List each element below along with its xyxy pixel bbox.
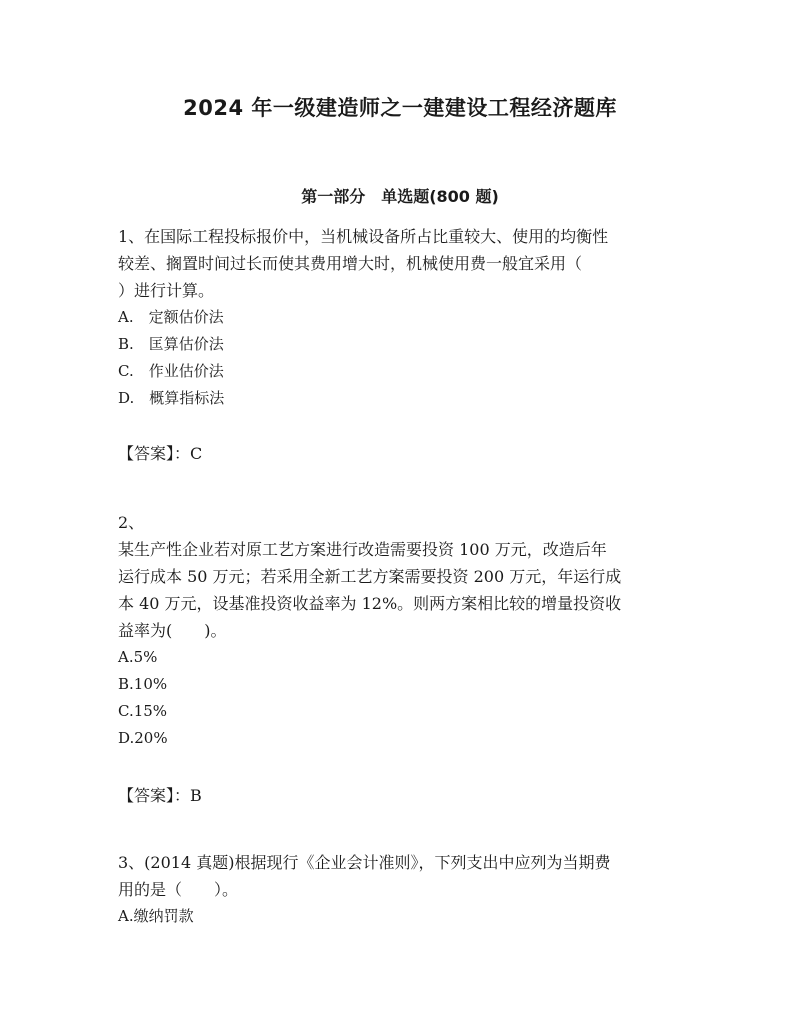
question-2-line-1: 2、 [118, 513, 145, 532]
question-2-option-b: B.10% [118, 675, 168, 693]
question-1-answer: 【答案】：C [118, 444, 203, 463]
question-2-line-4: 本 40 万元，设基准投资收益率为 12%。则两方案相比较的增量投资收 [118, 594, 622, 613]
section-title: 第一部分 单选题(800 题) [301, 187, 499, 206]
question-2-line-2: 某生产性企业若对原工艺方案进行改造需要投资 100 万元，改造后年 [118, 540, 607, 559]
question-3-line-1: 3、(2014 真题)根据现行《企业会计准则》，下列支出中应列为当期费 [118, 853, 611, 872]
question-2-answer: 【答案】：B [118, 786, 202, 805]
question-1-line-2: 较差、搁置时间过长而使其费用增大时，机械使用费一般宜采用（ [118, 254, 583, 273]
page-title: 2024 年一级建造师之一建建设工程经济题库 [183, 96, 617, 120]
question-1-line-1: 1、在国际工程投标报价中，当机械设备所占比重较大、使用的均衡性 [118, 227, 609, 246]
question-1-option-d: D. 概算指标法 [118, 389, 225, 407]
question-3 [118, 849, 688, 930]
question-2-line-3: 运行成本 50 万元；若采用全新工艺方案需要投资 200 万元，年运行成 [118, 567, 622, 586]
question-3-line-2: 用的是（ ）。 [118, 880, 239, 899]
question-1-option-c: C. 作业估价法 [118, 362, 224, 380]
question-1 [118, 223, 688, 412]
question-1-option-a: A. 定额估价法 [118, 308, 224, 326]
question-2-line-5: 益率为( )。 [118, 621, 227, 640]
question-1-option-b: B. 匡算估价法 [118, 335, 224, 353]
question-1-line-3: ）进行计算。 [118, 281, 215, 300]
question-2-option-c: C.15% [118, 702, 168, 720]
question-3-option-a: A.缴纳罚款 [118, 907, 194, 925]
question-2 [118, 509, 688, 752]
question-2-option-a: A.5% [118, 648, 158, 666]
question-2-option-d: D.20% [118, 729, 168, 747]
